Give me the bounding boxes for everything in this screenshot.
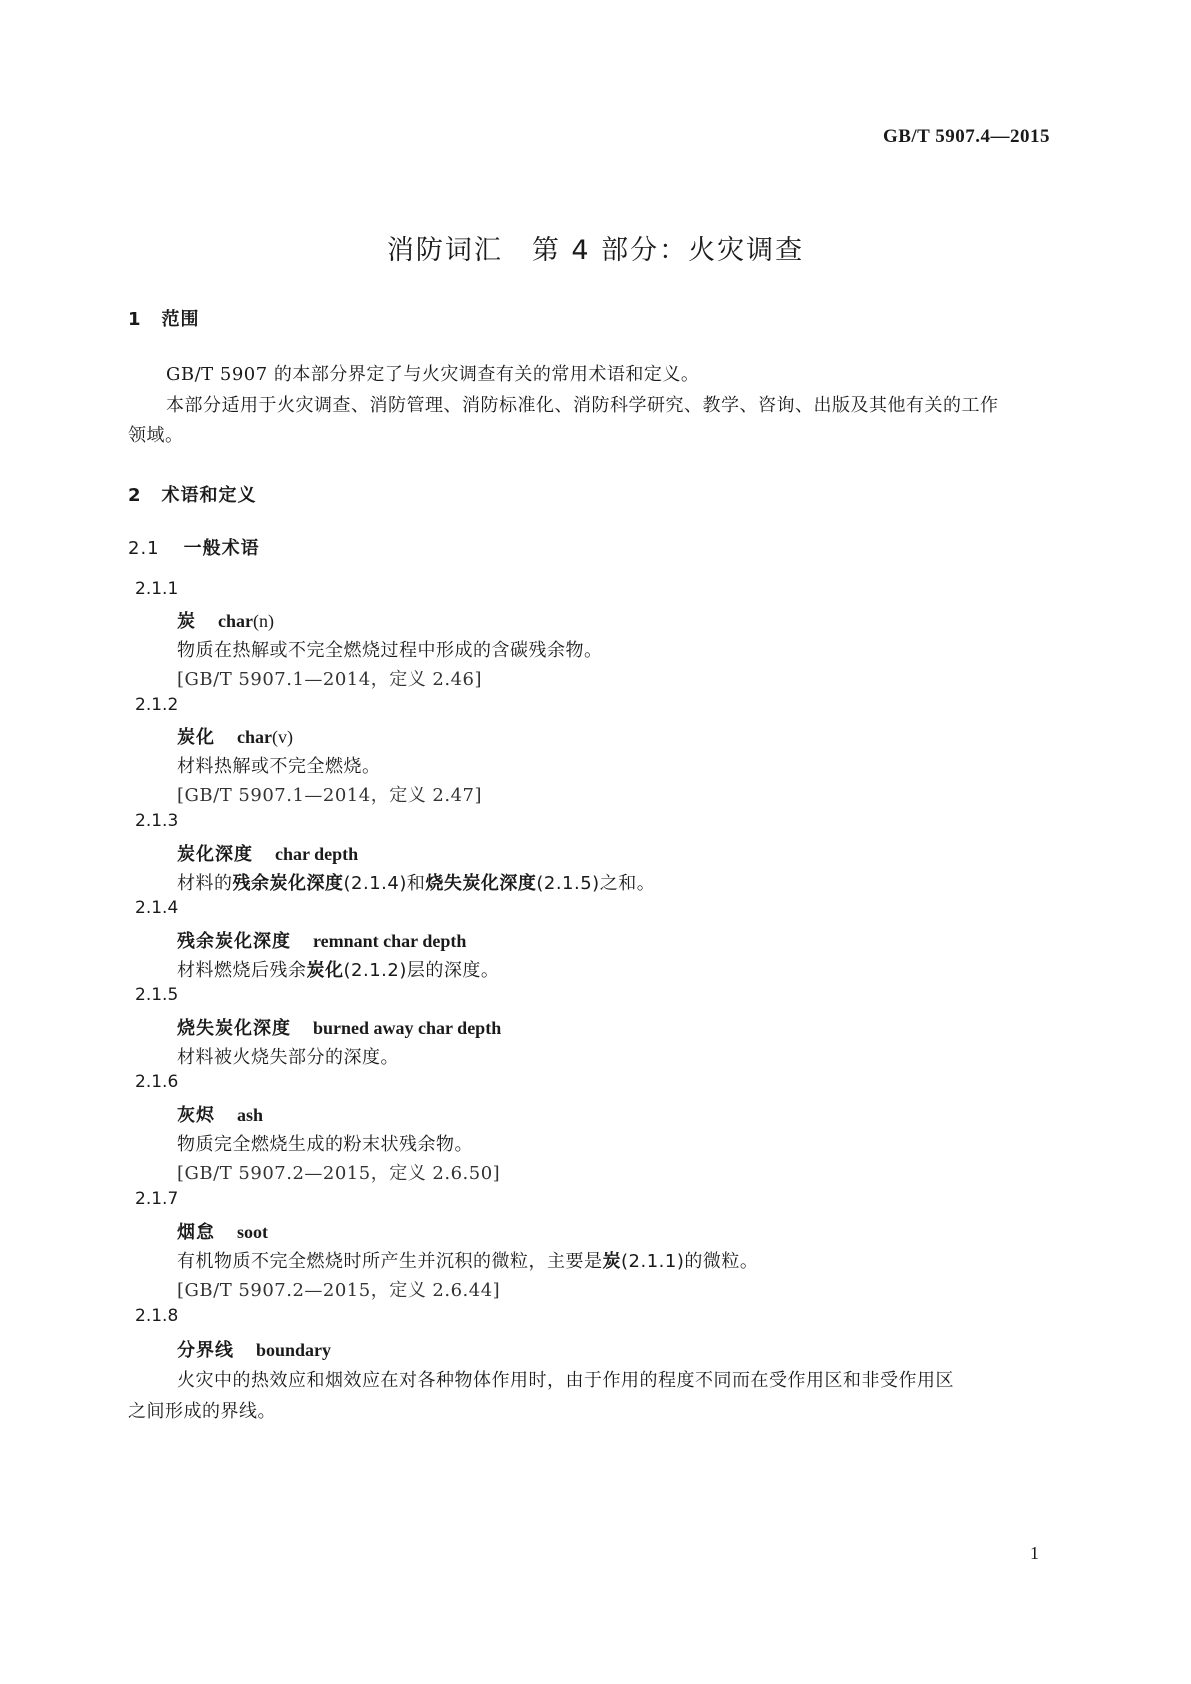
term-english: remnant char depth xyxy=(313,931,467,951)
term-definition-line-2: 之间形成的界线。 xyxy=(128,1401,276,1422)
term-entry xyxy=(177,1218,268,1244)
section-number: 1 xyxy=(128,309,142,330)
section-title: 一般术语 xyxy=(183,538,260,559)
term-number: 2.1.4 xyxy=(135,898,179,918)
term-chinese: 烧失炭化深度 xyxy=(177,1018,291,1039)
page-number: 1 xyxy=(1030,1543,1039,1563)
term-reference[interactable]: 残余炭化深度 xyxy=(232,873,344,894)
term-reference[interactable]: 烧失炭化深度 xyxy=(425,873,537,894)
term-entry xyxy=(177,1336,331,1362)
term-chinese: 分界线 xyxy=(177,1340,234,1361)
term-english: burned away char depth xyxy=(313,1018,502,1038)
term-definition: 材料热解或不完全燃烧。 xyxy=(177,756,381,777)
term-reference[interactable]: 炭 xyxy=(602,1251,621,1272)
term-entry xyxy=(177,840,358,866)
term-definition: 材料被火烧失部分的深度。 xyxy=(177,1047,399,1068)
section-number: 2 xyxy=(128,485,142,506)
term-english: char depth xyxy=(275,844,359,864)
term-entry xyxy=(177,1014,501,1040)
term-number: 2.1.6 xyxy=(135,1072,179,1092)
term-number: 2.1.2 xyxy=(135,695,179,715)
scope-paragraph-1: GB/T 5907 的本部分界定了与火灾调查有关的常用术语和定义。 xyxy=(166,364,700,385)
term-chinese: 炭化 xyxy=(177,727,215,748)
section-title: 术语和定义 xyxy=(161,485,257,506)
section-number: 2.1 xyxy=(128,538,160,559)
term-reference-number: (2.1.1) xyxy=(621,1251,685,1272)
term-number: 2.1.1 xyxy=(135,579,179,599)
section-2-heading xyxy=(128,481,257,507)
term-part-of-speech: (v) xyxy=(272,727,293,747)
term-reference-number: (2.1.2) xyxy=(343,960,407,981)
term-source: [GB/T 5907.2—2015，定义 2.6.50] xyxy=(177,1163,501,1184)
term-english: boundary xyxy=(256,1340,332,1360)
definition-text: 材料的 xyxy=(177,873,233,894)
term-chinese: 炭 xyxy=(177,611,196,632)
term-number: 2.1.3 xyxy=(135,811,179,831)
term-reference[interactable]: 炭化 xyxy=(306,960,344,981)
term-number: 2.1.8 xyxy=(135,1306,179,1326)
definition-text: 层的深度。 xyxy=(406,960,500,981)
section-title: 范围 xyxy=(161,309,200,330)
scope-paragraph-2-line-1: 本部分适用于火灾调查、消防管理、消防标准化、消防科学研究、教学、咨询、出版及其他有关的工作 xyxy=(166,395,999,416)
term-english: ash xyxy=(237,1105,264,1125)
section-1-heading xyxy=(128,305,200,331)
term-part-of-speech: (n) xyxy=(253,611,274,631)
term-entry xyxy=(177,1101,263,1127)
definition-text: 之和。 xyxy=(599,873,656,894)
standard-code: GB/T 5907.4—2015 xyxy=(882,126,1050,147)
document-title: 消防词汇 第 4 部分：火灾调查 xyxy=(386,235,805,266)
section-2-1-heading xyxy=(128,534,260,560)
definition-text: 材料燃烧后残余 xyxy=(177,960,307,981)
term-definition: 物质完全燃烧生成的粉末状残余物。 xyxy=(177,1134,473,1155)
term-source: [GB/T 5907.2—2015，定义 2.6.44] xyxy=(177,1280,501,1301)
term-chinese: 炭化深度 xyxy=(177,844,253,865)
term-reference-number: (2.1.4) xyxy=(343,873,407,894)
term-number: 2.1.7 xyxy=(135,1189,179,1209)
term-definition-line-1: 火灾中的热效应和烟效应在对各种物体作用时，由于作用的程度不同而在受作用区和非受作用区 xyxy=(177,1370,954,1391)
definition-text: 有机物质不完全燃烧时所产生并沉积的微粒，主要是 xyxy=(177,1251,603,1272)
scope-paragraph-2-line-2: 领域。 xyxy=(128,425,184,446)
term-chinese: 残余炭化深度 xyxy=(177,931,291,952)
term-entry xyxy=(177,927,466,953)
definition-text: 和 xyxy=(406,873,426,894)
term-definition xyxy=(177,1247,758,1273)
term-chinese: 烟怠 xyxy=(177,1222,215,1243)
definition-text: 的微粒。 xyxy=(684,1251,759,1272)
term-entry xyxy=(177,723,293,749)
term-source: [GB/T 5907.1—2014，定义 2.47] xyxy=(177,785,483,806)
term-definition xyxy=(177,956,499,982)
term-number: 2.1.5 xyxy=(135,985,179,1005)
term-source: [GB/T 5907.1—2014，定义 2.46] xyxy=(177,669,483,690)
term-definition: 物质在热解或不完全燃烧过程中形成的含碳残余物。 xyxy=(177,640,603,661)
term-definition xyxy=(177,869,655,895)
term-english: char xyxy=(218,611,253,631)
term-english: char xyxy=(237,727,272,747)
term-entry xyxy=(177,607,274,633)
term-english: soot xyxy=(237,1222,268,1242)
term-chinese: 灰烬 xyxy=(177,1105,215,1126)
term-reference-number: (2.1.5) xyxy=(536,873,600,894)
